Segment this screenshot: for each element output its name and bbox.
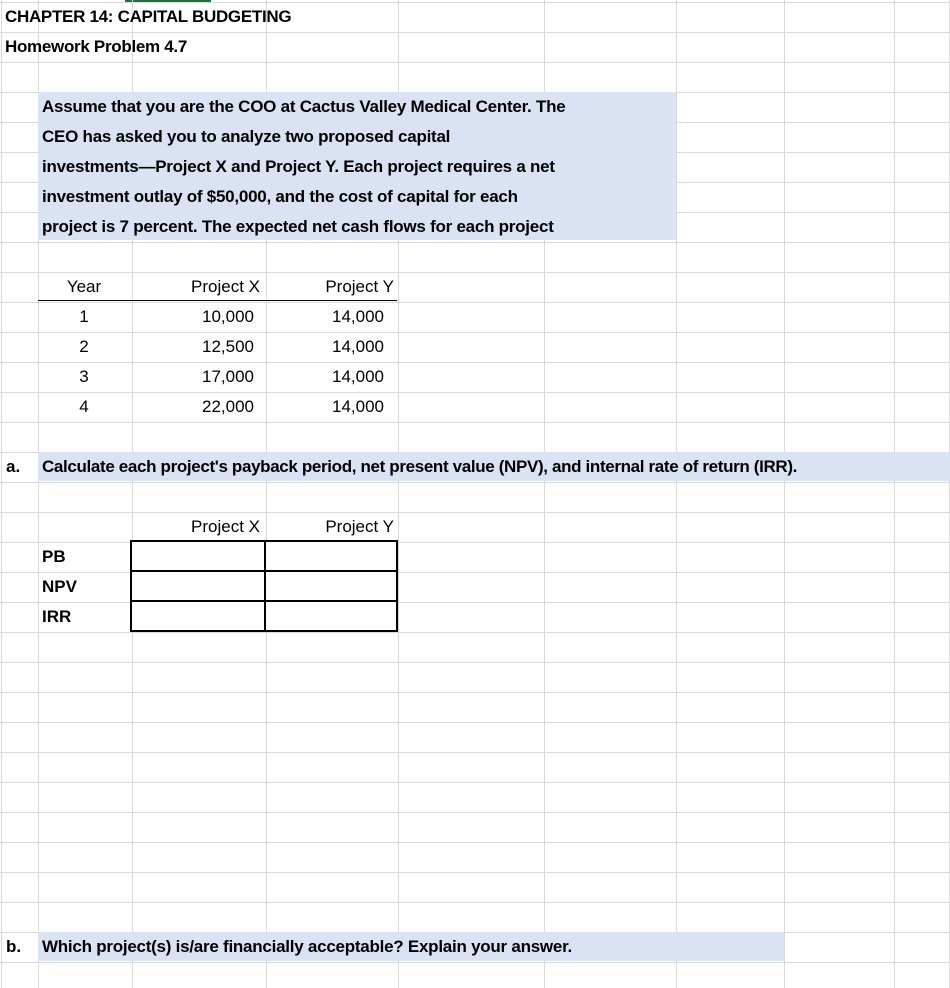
intro-line-4[interactable]: investment outlay of $50,000, and the cost of capital for each [42, 187, 518, 206]
project-x-cashflow[interactable]: 22,000 [202, 397, 254, 416]
row-gridline [0, 962, 950, 963]
row-gridline [0, 482, 950, 483]
answer-header-project-x[interactable]: Project X [191, 517, 260, 536]
row-gridline [0, 62, 950, 63]
header-year[interactable]: Year [66, 277, 102, 296]
intro-line-2[interactable]: CEO has asked you to analyze two proposed capital [42, 127, 451, 146]
row-gridline [0, 422, 950, 423]
project-x-cashflow[interactable]: 12,500 [202, 337, 254, 356]
row-gridline [0, 692, 950, 693]
project-y-cashflow[interactable]: 14,000 [332, 307, 384, 326]
row-label-pb[interactable]: PB [42, 547, 66, 566]
project-x-cashflow[interactable]: 10,000 [202, 307, 254, 326]
row-gridline [0, 812, 950, 813]
row-gridline [0, 752, 950, 753]
question-a-letter[interactable]: a. [6, 457, 21, 476]
intro-line-5[interactable]: project is 7 percent. The expected net cash flows for each project [42, 217, 554, 236]
npv-project-y-input[interactable] [264, 570, 398, 602]
column-gridline [1, 0, 2, 988]
row-gridline [0, 902, 950, 903]
row-gridline [0, 842, 950, 843]
answer-header-project-y[interactable]: Project Y [325, 517, 394, 536]
column-gridline [676, 0, 677, 988]
row-gridline [0, 872, 950, 873]
question-a-text[interactable]: Calculate each project's payback period, net present value (NPV), and internal rate of return (IRR). [42, 457, 798, 476]
header-project-x[interactable]: Project X [191, 277, 260, 296]
year-cell[interactable]: 1 [79, 307, 89, 326]
irr-project-y-input[interactable] [264, 600, 398, 632]
intro-line-1[interactable]: Assume that you are the COO at Cactus Valley Medical Center. The [42, 97, 566, 116]
row-gridline [0, 632, 950, 633]
column-gridline [784, 0, 785, 988]
row-gridline [0, 782, 950, 783]
project-y-cashflow[interactable]: 14,000 [332, 397, 384, 416]
row-gridline [0, 662, 950, 663]
intro-line-3[interactable]: investments—Project X and Project Y. Each project requires a net [42, 157, 555, 176]
column-gridline [894, 0, 895, 988]
row-gridline [0, 722, 950, 723]
pb-project-y-input[interactable] [264, 540, 398, 572]
problem-title[interactable]: Homework Problem 4.7 [5, 37, 188, 56]
project-x-cashflow[interactable]: 17,000 [202, 367, 254, 386]
project-y-cashflow[interactable]: 14,000 [332, 337, 384, 356]
question-b-text[interactable]: Which project(s) is/are financially acceptable? Explain your answer. [42, 937, 573, 956]
header-underline [38, 300, 397, 301]
question-b-letter[interactable]: b. [6, 937, 22, 956]
header-project-y[interactable]: Project Y [325, 277, 394, 296]
project-y-cashflow[interactable]: 14,000 [332, 367, 384, 386]
pb-project-x-input[interactable] [130, 540, 266, 572]
year-cell[interactable]: 3 [79, 367, 89, 386]
year-cell[interactable]: 4 [79, 397, 89, 416]
npv-project-x-input[interactable] [130, 570, 266, 602]
row-gridline [0, 242, 950, 243]
row-label-irr[interactable]: IRR [42, 607, 72, 626]
chapter-title[interactable]: CHAPTER 14: CAPITAL BUDGETING [5, 7, 292, 26]
irr-project-x-input[interactable] [130, 600, 266, 632]
year-cell[interactable]: 2 [79, 337, 89, 356]
row-label-npv[interactable]: NPV [42, 577, 77, 596]
